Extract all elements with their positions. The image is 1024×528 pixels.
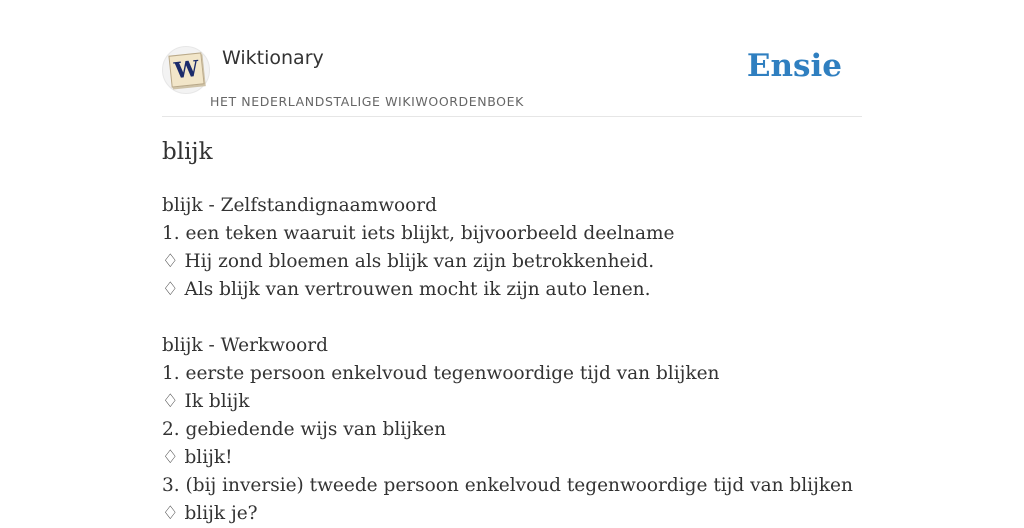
example-line: ♢ Hij zond bloemen als blijk van zijn betrokkenheid. bbox=[162, 251, 655, 272]
site-title[interactable]: Wiktionary bbox=[222, 47, 324, 69]
wiktionary-logo[interactable] bbox=[162, 46, 210, 94]
ensie-brand-link[interactable]: Ensie bbox=[746, 48, 842, 84]
site-subtitle: HET NEDERLANDSTALIGE WIKIWOORDENBOEK bbox=[210, 94, 524, 109]
definition-line: 2. gebiedende wijs van blijken bbox=[162, 419, 447, 440]
logo-tile-icon bbox=[168, 52, 204, 87]
entry-title: blijk bbox=[162, 139, 213, 165]
example-line: ♢ Ik blijk bbox=[162, 391, 250, 412]
definition-line: 1. een teken waaruit iets blijkt, bijvoorbeeld deelname bbox=[162, 223, 675, 244]
entry-content bbox=[162, 192, 862, 528]
example-line: ♢ blijk! bbox=[162, 447, 233, 468]
example-line: ♢ blijk je? bbox=[162, 503, 258, 524]
section-heading-noun: blijk - Zelfstandignaamwoord bbox=[162, 195, 437, 216]
section-spacer bbox=[162, 304, 862, 332]
logo-letter: W bbox=[172, 55, 200, 85]
definition-line: 3. (bij inversie) tweede persoon enkelvoud tegenwoordige tijd van blijken bbox=[162, 475, 853, 496]
definition-line: 1. eerste persoon enkelvoud tegenwoordige tijd van blijken bbox=[162, 363, 720, 384]
site-header bbox=[162, 40, 862, 117]
section-heading-verb: blijk - Werkwoord bbox=[162, 335, 328, 356]
example-line: ♢ Als blijk van vertrouwen mocht ik zijn auto lenen. bbox=[162, 279, 651, 300]
